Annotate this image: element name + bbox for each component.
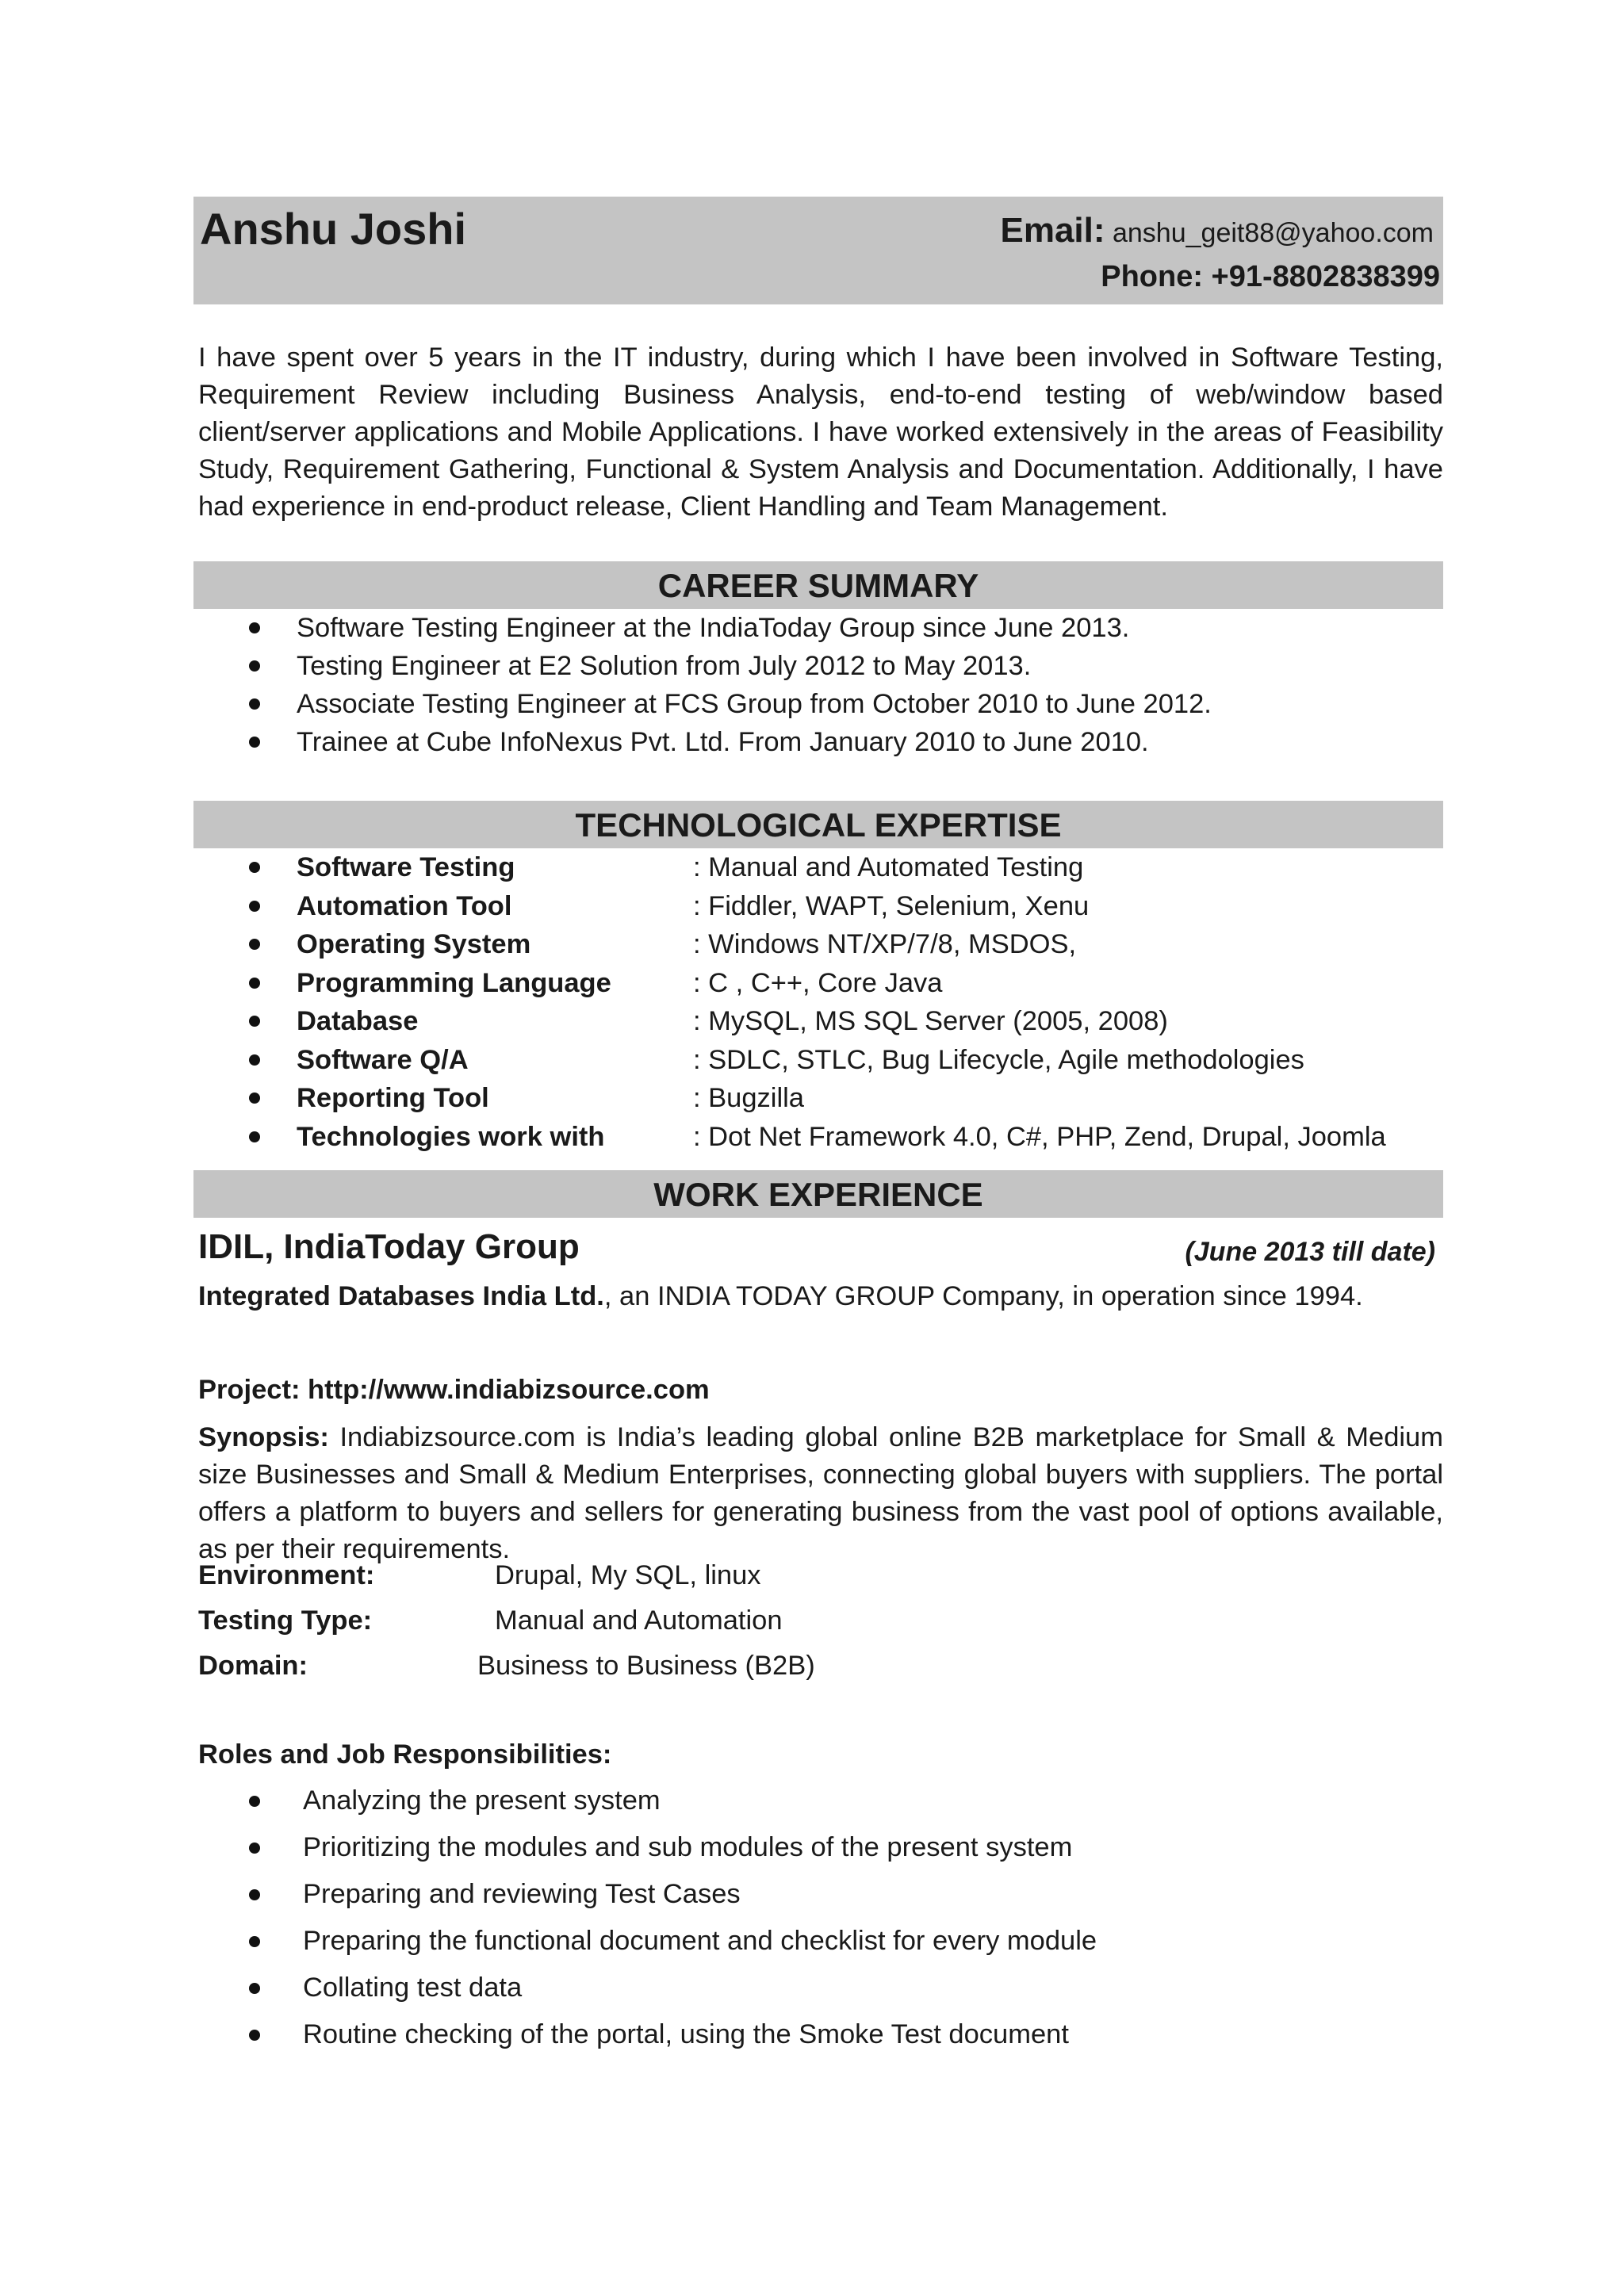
tech-value: : Bugzilla (693, 1083, 804, 1113)
career-item: Trainee at Cube InfoNexus Pvt. Ltd. From January 2010 to June 2010. (297, 727, 1149, 757)
list-item (193, 848, 1443, 887)
email-label: Email: (1000, 211, 1105, 250)
tech-key: Programming Language (297, 967, 611, 998)
role-item: Preparing and reviewing Test Cases (303, 1879, 741, 1909)
list-item (193, 1824, 1443, 1871)
career-item: Associate Testing Engineer at FCS Group from October 2010 to June 2012. (297, 689, 1212, 719)
testing-type-row (198, 1605, 783, 1636)
bullet-icon (249, 1093, 260, 1104)
environment-value: Drupal, My SQL, linux (495, 1560, 761, 1590)
career-item: Testing Engineer at E2 Solution from July 2012 to May 2013. (297, 651, 1032, 681)
list-item (193, 1965, 1443, 2011)
list-item (193, 723, 1443, 761)
company-name: IDIL, IndiaToday Group (198, 1227, 580, 1266)
synopsis-paragraph (198, 1419, 1443, 1568)
bullet-icon (249, 1796, 260, 1807)
career-summary-heading: CAREER SUMMARY (193, 561, 1443, 609)
candidate-name: Anshu Joshi (200, 204, 467, 254)
phone-line: Phone: +91-8802838399 (1101, 260, 1440, 293)
tech-value: : SDLC, STLC, Bug Lifecycle, Agile methodologies (693, 1044, 1304, 1075)
project-line: Project: http://www.indiabizsource.com (198, 1375, 710, 1405)
roles-heading: Roles and Job Responsibilities: (198, 1739, 612, 1770)
tech-key: Database (297, 1006, 419, 1036)
email-value: anshu_geit88@yahoo.com (1112, 218, 1434, 248)
bullet-icon (249, 862, 260, 873)
list-item (193, 1777, 1443, 1824)
synopsis-label: Synopsis: (198, 1422, 329, 1452)
testing-type-value: Manual and Automation (495, 1605, 783, 1636)
testing-type-label: Testing Type: (198, 1605, 373, 1636)
bullet-icon (249, 901, 260, 912)
list-item (193, 1079, 1443, 1118)
bullet-icon (249, 1843, 260, 1854)
tech-key: Reporting Tool (297, 1083, 489, 1113)
company-description-rest: , an INDIA TODAY GROUP Company, in operation since 1994. (603, 1281, 1363, 1311)
career-item: Software Testing Engineer at the IndiaToday Group since June 2013. (297, 613, 1130, 643)
bullet-icon (249, 1936, 260, 1947)
bullet-icon (249, 1983, 260, 1994)
domain-value: Business to Business (B2B) (477, 1651, 815, 1681)
email-line (1000, 211, 1434, 251)
tech-key: Software Q/A (297, 1044, 469, 1075)
bullet-icon (249, 698, 260, 710)
bullet-icon (249, 1131, 260, 1142)
tech-value: : Manual and Automated Testing (693, 852, 1084, 882)
bullet-icon (249, 1889, 260, 1900)
tech-list (193, 848, 1443, 1156)
synopsis-text: Indiabizsource.com is India’s leading global online B2B marketplace for Small & Medium size Businesses and Small & Medium Enterprises, connecting global buyers with suppliers. The portal offers a platform to buyers and sellers for generating business from the vast pool of options available, as per their requirements. (198, 1422, 1443, 1564)
list-item (193, 685, 1443, 723)
tech-expertise-heading: TECHNOLOGICAL EXPERTISE (193, 801, 1443, 848)
employment-period: (June 2013 till date) (1185, 1237, 1435, 1267)
list-item (193, 1041, 1443, 1080)
role-item: Prioritizing the modules and sub modules of the present system (303, 1832, 1073, 1862)
list-item (193, 609, 1443, 647)
bullet-icon (249, 1016, 260, 1027)
resume-page (193, 197, 1443, 2049)
bullet-icon (249, 1054, 260, 1066)
intro-paragraph: I have spent over 5 years in the IT industry, during which I have been involved in Software Testing, Requirement Review including Business Analysis, end-to-end testing of web/window based client/server applications and Mobile Applications. I have worked extensively in the areas of Feasibility Study, Requirement Gathering, Functional & System Analysis and Documentation. Additionally, I have had experience in end-product release, Client Handling and Team Management. (198, 342, 1443, 522)
tech-key: Operating System (297, 929, 531, 959)
tech-value: : Fiddler, WAPT, Selenium, Xenu (693, 890, 1090, 921)
domain-label: Domain: (198, 1651, 308, 1681)
tech-value: : MySQL, MS SQL Server (2005, 2008) (693, 1006, 1168, 1036)
domain-row (198, 1651, 815, 1682)
roles-list (193, 1777, 1443, 2058)
career-list (193, 609, 1443, 761)
environment-label: Environment: (198, 1560, 375, 1590)
bullet-icon (249, 978, 260, 989)
company-description (198, 1281, 1363, 1312)
role-item: Routine checking of the portal, using the Smoke Test document (303, 2019, 1069, 2049)
tech-key: Software Testing (297, 852, 515, 882)
role-item: Analyzing the present system (303, 1785, 661, 1816)
company-full-name: Integrated Databases India Ltd. (198, 1281, 604, 1311)
role-item: Collating test data (303, 1973, 523, 2003)
bullet-icon (249, 2030, 260, 2041)
bullet-icon (249, 660, 260, 672)
list-item (193, 647, 1443, 685)
bullet-icon (249, 939, 260, 950)
list-item (193, 1002, 1443, 1041)
role-item: Preparing the functional document and checklist for every module (303, 1926, 1097, 1956)
list-item (193, 2011, 1443, 2058)
tech-value: : Windows NT/XP/7/8, MSDOS, (693, 929, 1077, 959)
tech-key: Technologies work with (297, 1121, 605, 1152)
list-item (193, 964, 1443, 1003)
list-item (193, 1871, 1443, 1918)
tech-key: Automation Tool (297, 890, 512, 921)
tech-value: : Dot Net Framework 4.0, C#, PHP, Zend, Drupal, Joomla (693, 1121, 1386, 1152)
list-item (193, 887, 1443, 926)
bullet-icon (249, 622, 260, 633)
environment-row (198, 1560, 761, 1591)
list-item (193, 1118, 1443, 1157)
header-bar (193, 197, 1443, 304)
work-experience-heading: WORK EXPERIENCE (193, 1170, 1443, 1218)
tech-value: : C , C++, Core Java (693, 967, 943, 998)
bullet-icon (249, 737, 260, 748)
list-item (193, 1918, 1443, 1965)
list-item (193, 925, 1443, 964)
